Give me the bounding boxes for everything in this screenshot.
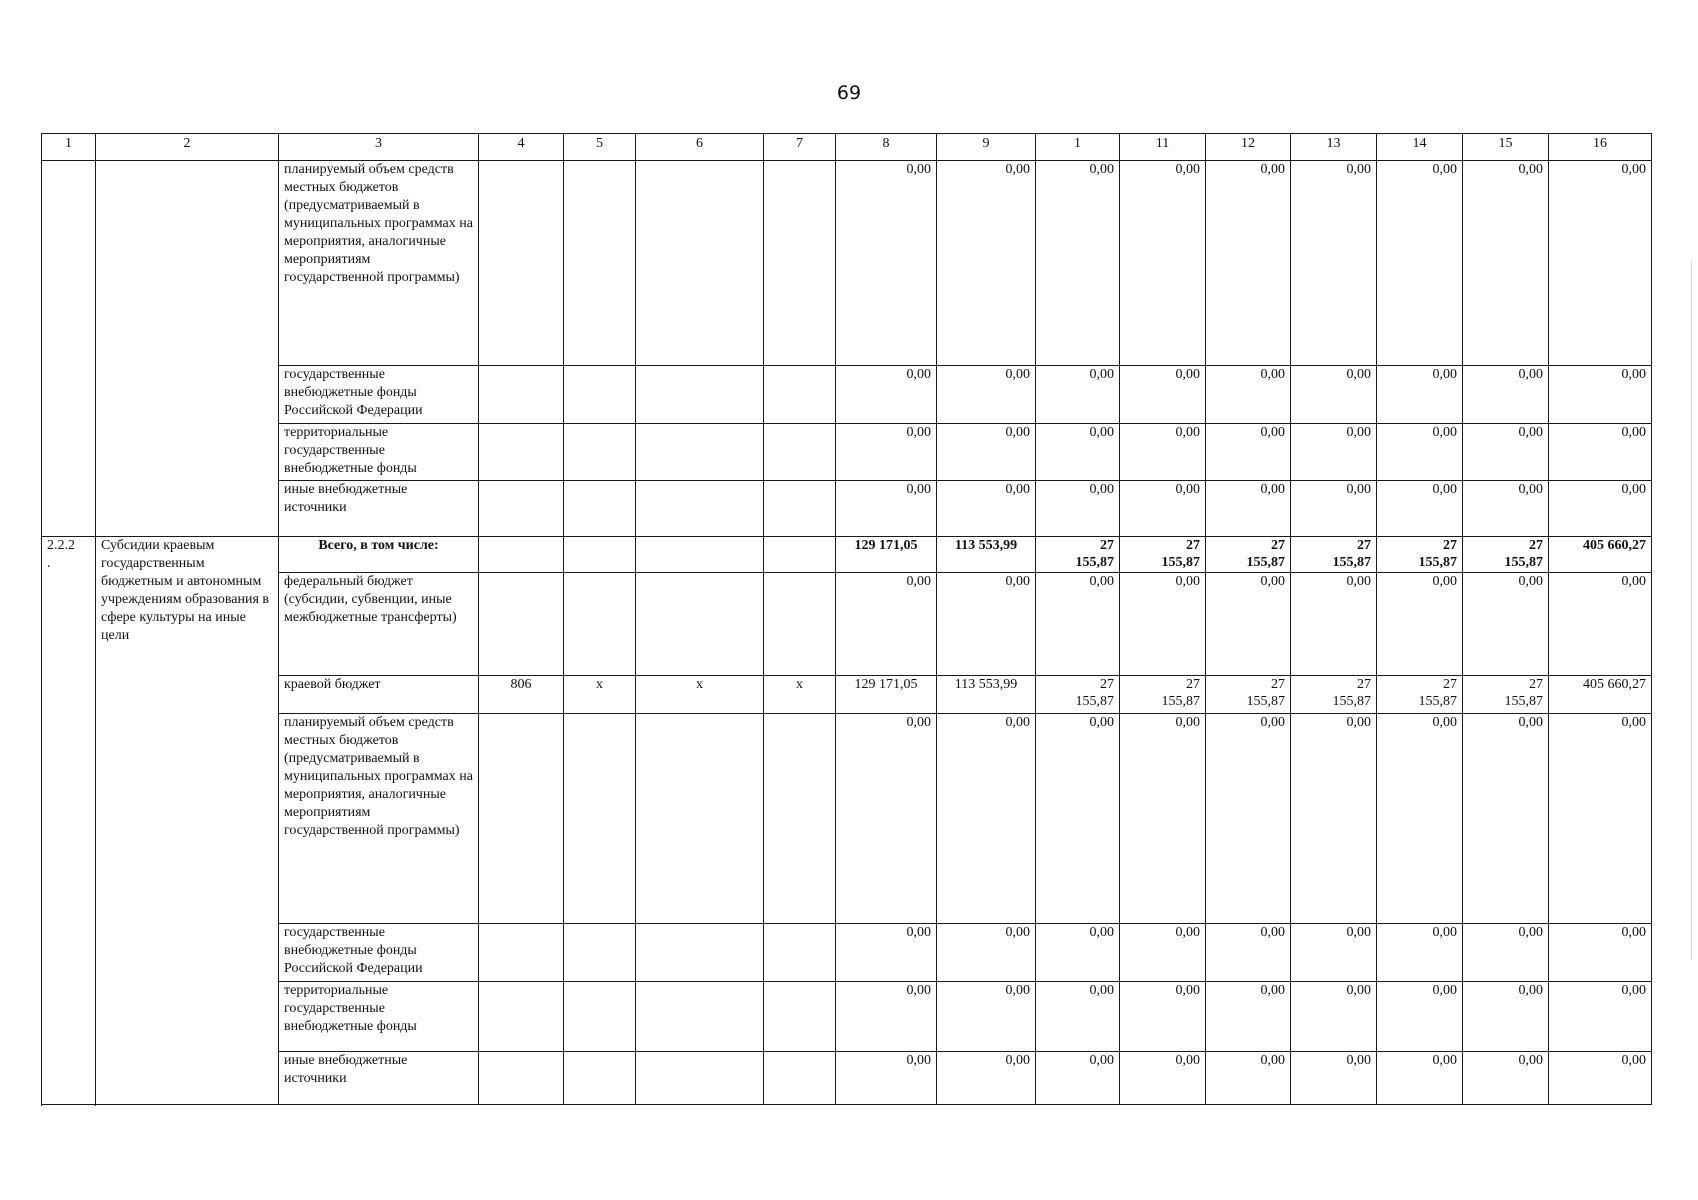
value-cell: 0,00: [1291, 1052, 1377, 1105]
table-row: [42, 714, 1652, 924]
value-cell: 0,00: [1120, 1052, 1206, 1105]
value-cell: 0,00: [1377, 366, 1463, 424]
col-header-15: 15: [1463, 134, 1549, 161]
col-header-13: 13: [1291, 134, 1377, 161]
value-cell: 27 155,87: [1206, 537, 1291, 573]
value-cell: 0,00: [1206, 161, 1291, 366]
col-header-11: 11: [1120, 134, 1206, 161]
table-row: [42, 573, 1652, 676]
value-cell: 0,00: [937, 481, 1036, 537]
row-label: территориальные государственные внебюджетные фонды: [279, 982, 479, 1052]
value-cell: 0,00: [1377, 161, 1463, 366]
row-label: государственные внебюджетные фонды Российской Федерации: [279, 366, 479, 424]
value-cell: 0,00: [1120, 714, 1206, 924]
value-cell: 0,00: [1291, 573, 1377, 676]
col-header-16: 16: [1549, 134, 1652, 161]
value-cell: 0,00: [1377, 924, 1463, 982]
value-cell: 0,00: [1377, 714, 1463, 924]
value-cell: 0,00: [1549, 924, 1652, 982]
value-cell: 0,00: [1036, 161, 1120, 366]
value-cell: 0,00: [1291, 714, 1377, 924]
col-header-4: 4: [479, 134, 564, 161]
value-cell: 129 171,05: [836, 676, 937, 714]
value-cell: 0,00: [1377, 982, 1463, 1052]
row-label: краевой бюджет: [279, 676, 479, 714]
value-cell: 0,00: [937, 424, 1036, 481]
value-cell: 0,00: [1291, 982, 1377, 1052]
value-cell: 0,00: [937, 1052, 1036, 1105]
table-row: [42, 924, 1652, 982]
col-header-5: 5: [564, 134, 636, 161]
value-cell: 0,00: [1549, 161, 1652, 366]
value-cell: 0,00: [1036, 924, 1120, 982]
value-cell: 0,00: [1291, 161, 1377, 366]
row-label-total: Всего, в том числе:: [279, 537, 479, 573]
value-cell: 0,00: [836, 924, 937, 982]
value-cell: 0,00: [1463, 161, 1549, 366]
value-cell: 0,00: [1036, 573, 1120, 676]
value-cell: 0,00: [1377, 481, 1463, 537]
col-header-7: 7: [764, 134, 836, 161]
row-label: федеральный бюджет (субсидии, субвенции, иные межбюджетные трансферты): [279, 573, 479, 676]
value-cell: 0,00: [836, 481, 937, 537]
value-cell: 113 553,99: [937, 676, 1036, 714]
scan-edge-line: [1691, 260, 1692, 960]
table-row: [42, 424, 1652, 481]
value-cell: 0,00: [1549, 481, 1652, 537]
value-cell: 0,00: [937, 982, 1036, 1052]
value-cell: 0,00: [1206, 573, 1291, 676]
value-cell: 0,00: [1291, 366, 1377, 424]
value-cell: 0,00: [1036, 481, 1120, 537]
value-cell: 0,00: [836, 161, 937, 366]
value-cell: 0,00: [1120, 161, 1206, 366]
value-cell: 0,00: [1463, 1052, 1549, 1105]
value-cell: 0,00: [1120, 573, 1206, 676]
col-header-14: 14: [1377, 134, 1463, 161]
value-cell: 0,00: [1463, 424, 1549, 481]
value-cell: 0,00: [1291, 924, 1377, 982]
value-cell: 0,00: [1206, 481, 1291, 537]
value-cell: 0,00: [1291, 424, 1377, 481]
table-row: [42, 676, 1652, 714]
col-header-2: 2: [96, 134, 279, 161]
value-cell: 0,00: [1463, 481, 1549, 537]
col-header-10: 1: [1036, 134, 1120, 161]
value-cell: 27 155,87: [1036, 537, 1120, 573]
col-header-1: 1: [42, 134, 96, 161]
col-header-8: 8: [836, 134, 937, 161]
value-cell: 0,00: [1291, 481, 1377, 537]
page-number: 69: [836, 82, 862, 104]
value-cell: 0,00: [1036, 982, 1120, 1052]
value-cell: 0,00: [1549, 982, 1652, 1052]
value-cell: 0,00: [836, 366, 937, 424]
row-label: планируемый объем средств местных бюджетов (предусматриваемый в муниципальных программах на мероприятия, аналогичные мероприятиям государственной программы): [279, 714, 479, 924]
value-cell: 0,00: [1377, 573, 1463, 676]
code-cell: х: [564, 676, 636, 714]
value-cell: 0,00: [1549, 1052, 1652, 1105]
value-cell: 0,00: [937, 573, 1036, 676]
value-cell: 27 155,87: [1463, 537, 1549, 573]
value-cell: 27 155,87: [1291, 537, 1377, 573]
value-cell: 0,00: [1036, 366, 1120, 424]
value-cell: 27 155,87: [1120, 676, 1206, 714]
section-name: Субсидии краевым государственным бюджетным и автономным учреждениям образования в сфере культуры на иные цели: [96, 537, 279, 1105]
table-row: [42, 366, 1652, 424]
value-cell: 0,00: [836, 573, 937, 676]
row-label: иные внебюджетные источники: [279, 481, 479, 537]
value-cell: 0,00: [1206, 366, 1291, 424]
row-label: государственные внебюджетные фонды Российской Федерации: [279, 924, 479, 982]
value-cell: 0,00: [1120, 924, 1206, 982]
row-label: территориальные государственные внебюджетные фонды: [279, 424, 479, 481]
value-cell: 0,00: [1549, 714, 1652, 924]
budget-table: [41, 133, 1652, 1105]
value-cell: 0,00: [1036, 424, 1120, 481]
table-row: [42, 481, 1652, 537]
value-cell: 0,00: [836, 424, 937, 481]
col-header-6: 6: [636, 134, 764, 161]
value-cell: 0,00: [1549, 573, 1652, 676]
col-header-9: 9: [937, 134, 1036, 161]
cont-name-cell: [96, 161, 279, 537]
row-label: иные внебюджетные источники: [279, 1052, 479, 1105]
table-row: [42, 161, 1652, 366]
value-cell: 0,00: [1549, 366, 1652, 424]
value-cell: 0,00: [937, 714, 1036, 924]
code-cell: х: [636, 676, 764, 714]
value-cell: 0,00: [1463, 982, 1549, 1052]
value-cell: 405 660,27: [1549, 676, 1652, 714]
value-cell: 0,00: [1463, 366, 1549, 424]
value-cell: 0,00: [1036, 714, 1120, 924]
value-cell: 27 155,87: [1377, 537, 1463, 573]
value-cell: 0,00: [1463, 573, 1549, 676]
col-header-3: 3: [279, 134, 479, 161]
value-cell: 0,00: [1463, 924, 1549, 982]
value-cell: 27 155,87: [1206, 676, 1291, 714]
value-cell: 0,00: [1206, 424, 1291, 481]
value-cell: 27 155,87: [1291, 676, 1377, 714]
value-cell: 0,00: [1120, 481, 1206, 537]
table-row: [42, 982, 1652, 1052]
value-cell: 27 155,87: [1120, 537, 1206, 573]
value-cell: 0,00: [836, 982, 937, 1052]
value-cell: 0,00: [1377, 424, 1463, 481]
col-header-12: 12: [1206, 134, 1291, 161]
header-row: [42, 134, 1652, 161]
value-cell: 0,00: [1377, 1052, 1463, 1105]
value-cell: 129 171,05: [836, 537, 937, 573]
table-row-total: [42, 537, 1652, 573]
value-cell: 113 553,99: [937, 537, 1036, 573]
row-label: планируемый объем средств местных бюджетов (предусматриваемый в муниципальных программах на мероприятия, аналогичные мероприятиям государственной программы): [279, 161, 479, 366]
value-cell: 0,00: [1120, 366, 1206, 424]
value-cell: 0,00: [1206, 982, 1291, 1052]
table-row: [42, 1052, 1652, 1105]
value-cell: 0,00: [836, 1052, 937, 1105]
value-cell: 0,00: [1206, 924, 1291, 982]
value-cell: 27 155,87: [1036, 676, 1120, 714]
value-cell: 0,00: [937, 924, 1036, 982]
value-cell: 0,00: [1463, 714, 1549, 924]
code-cell: 806: [479, 676, 564, 714]
value-cell: 0,00: [1036, 1052, 1120, 1105]
value-cell: 0,00: [937, 161, 1036, 366]
value-cell: 27 155,87: [1377, 676, 1463, 714]
value-cell: 0,00: [836, 714, 937, 924]
section-code: 2.2.2 .: [42, 537, 96, 1105]
value-cell: 0,00: [1120, 982, 1206, 1052]
value-cell: 405 660,27: [1549, 537, 1652, 573]
value-cell: 0,00: [1206, 714, 1291, 924]
value-cell: 0,00: [937, 366, 1036, 424]
cont-code-cell: [42, 161, 96, 537]
value-cell: 0,00: [1206, 1052, 1291, 1105]
code-cell: х: [764, 676, 836, 714]
value-cell: 27 155,87: [1463, 676, 1549, 714]
value-cell: 0,00: [1549, 424, 1652, 481]
value-cell: 0,00: [1120, 424, 1206, 481]
